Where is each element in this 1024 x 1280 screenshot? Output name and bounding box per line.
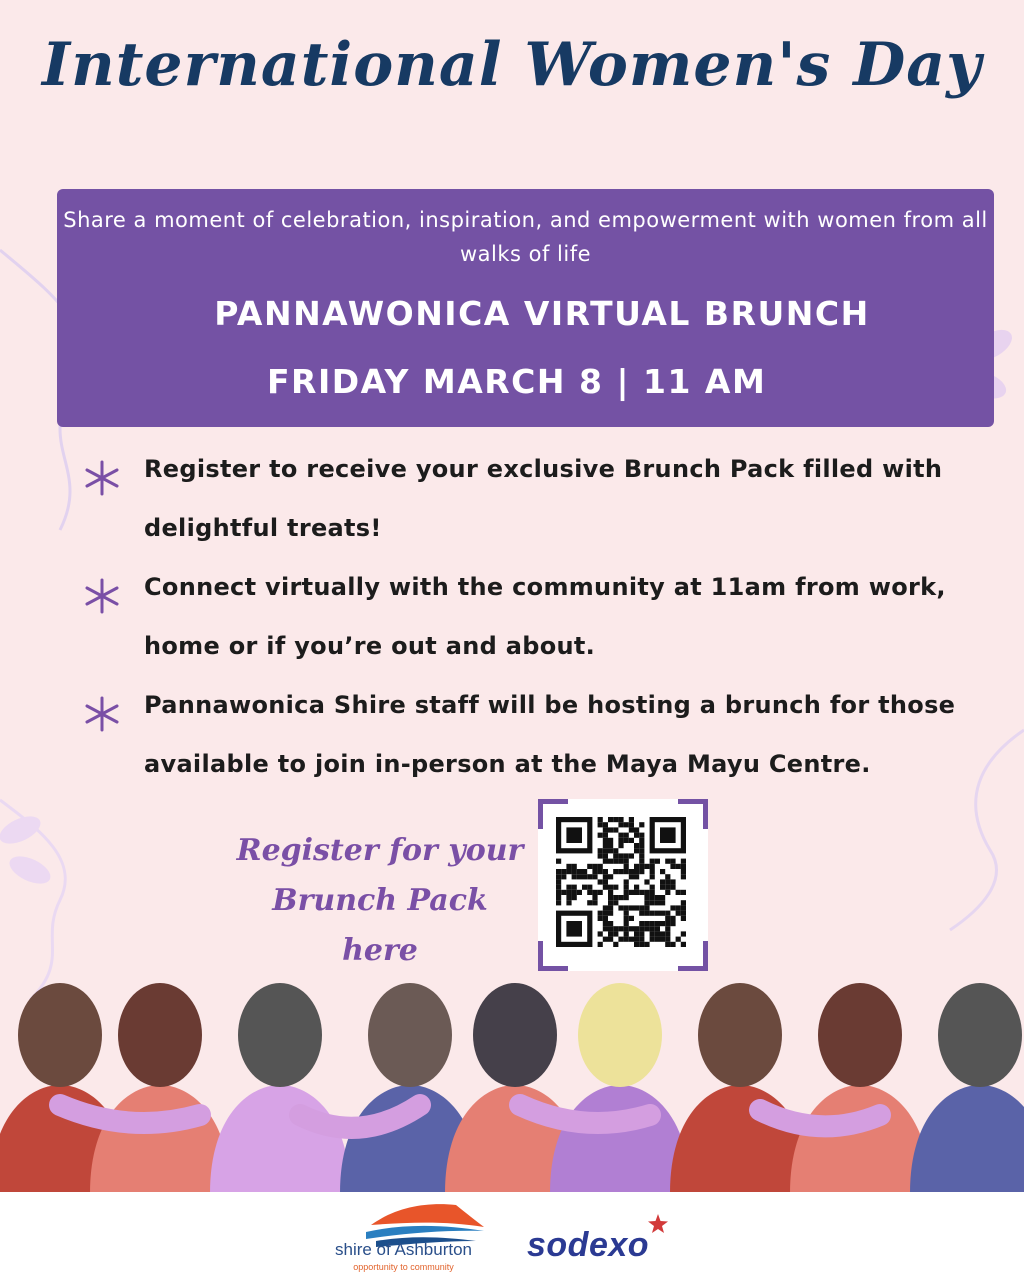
event-date: FRIDAY MARCH 8 | 11 AM (267, 362, 767, 401)
bullet-text: Connect virtually with the community at 11am from work, home or if you’re out and about. (144, 573, 946, 660)
asterisk-star-icon (82, 576, 122, 616)
qr-code[interactable] (538, 799, 708, 971)
ashburton-name: shire of Ashburton (334, 1240, 473, 1259)
bullet-item (82, 558, 1002, 676)
footer (0, 1192, 1024, 1280)
register-callout (230, 826, 530, 976)
register-line-1: Register for your (236, 833, 524, 868)
sodexo-logo: sodexo (527, 1226, 650, 1264)
asterisk-star-icon (82, 458, 122, 498)
ashburton-tagline: opportunity to community (353, 1262, 454, 1272)
event-name: PANNAWONICA VIRTUAL BRUNCH (214, 294, 870, 333)
bullet-item (82, 676, 1002, 794)
page-title: International Women's Day (42, 30, 982, 100)
banner-tagline: Share a moment of celebration, inspiration, and empowerment with women from all walks of life (63, 208, 988, 266)
bullet-item (82, 440, 1002, 558)
bullet-text: Register to receive your exclusive Brunch Pack filled with delightful treats! (144, 455, 943, 542)
crowd-illustration (0, 965, 1024, 1193)
bullet-list (82, 440, 1002, 794)
bullet-text: Pannawonica Shire staff will be hosting a brunch for those available to join in-person at the Maya Mayu Centre. (144, 691, 956, 778)
sodexo-star-icon (648, 1214, 668, 1234)
asterisk-star-icon (82, 694, 122, 734)
register-line-2: Brunch Pack here (272, 883, 488, 968)
